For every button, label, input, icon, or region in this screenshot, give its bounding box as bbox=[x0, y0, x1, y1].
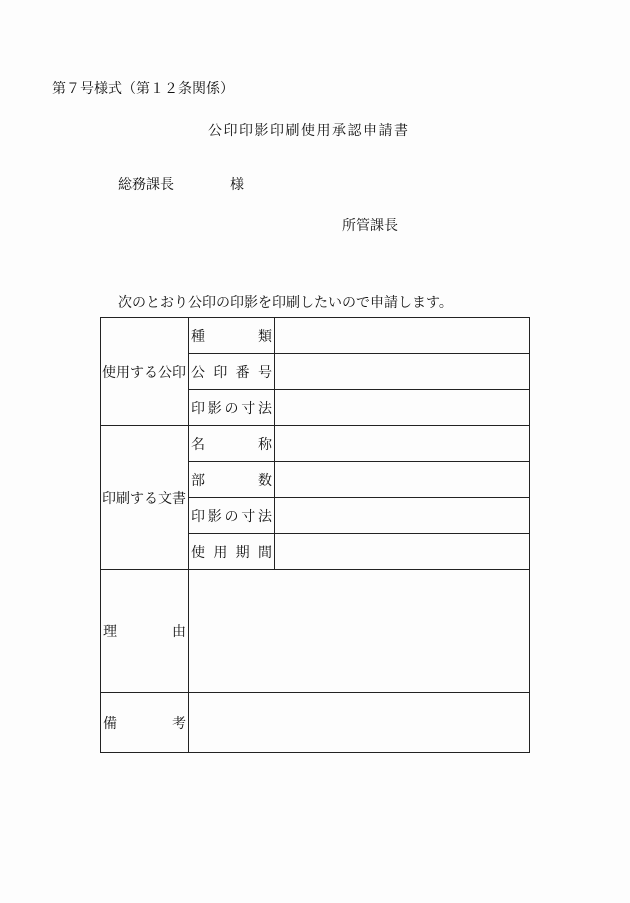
table-row bbox=[101, 570, 530, 693]
label-char: 印 bbox=[213, 364, 228, 381]
label-char: 部 bbox=[191, 472, 205, 489]
row-label-doc-name bbox=[189, 426, 275, 462]
label-char: の bbox=[224, 400, 239, 417]
imprint-size-field[interactable] bbox=[275, 498, 530, 534]
reason-label bbox=[101, 570, 189, 693]
label-char: 数 bbox=[258, 472, 272, 489]
form-number: 第７号様式（第１２条関係） bbox=[52, 81, 234, 97]
usage-period-field[interactable] bbox=[275, 534, 530, 570]
label-char: 理 bbox=[103, 624, 117, 640]
document-title: 公印印影印刷使用承認申請書 bbox=[208, 123, 410, 139]
addressee-honorific: 様 bbox=[230, 177, 244, 193]
label-char: 使 bbox=[191, 544, 205, 561]
table-row bbox=[101, 693, 530, 753]
seal-size-field[interactable] bbox=[275, 390, 530, 426]
label-char: の bbox=[224, 508, 239, 525]
seal-group-label: 使用する公印 bbox=[101, 318, 189, 426]
reason-field[interactable] bbox=[189, 570, 530, 693]
remarks-label bbox=[101, 693, 189, 753]
doc-name-field[interactable] bbox=[275, 426, 530, 462]
row-label-usage-period bbox=[189, 534, 275, 570]
label-char: 用 bbox=[213, 544, 228, 561]
addressee-line bbox=[118, 174, 244, 194]
sender: 所管課長 bbox=[342, 218, 398, 234]
remarks-field[interactable] bbox=[189, 693, 530, 753]
intro-text: 次のとおり公印の印影を印刷したいので申請します。 bbox=[118, 295, 453, 311]
label-char: 寸 bbox=[241, 400, 256, 417]
table-row bbox=[101, 426, 530, 462]
label-char: 種 bbox=[191, 328, 205, 345]
row-label-seal-number bbox=[189, 354, 275, 390]
row-label-seal-size bbox=[189, 390, 275, 426]
label-char: 法 bbox=[258, 400, 272, 417]
label-char: 類 bbox=[258, 328, 272, 345]
label-char: 考 bbox=[172, 715, 186, 732]
label-char: 影 bbox=[207, 400, 222, 417]
label-char: 印 bbox=[191, 508, 205, 525]
label-char: 号 bbox=[257, 364, 272, 381]
row-label-imprint-size bbox=[189, 498, 275, 534]
document-group-label: 印刷する文書 bbox=[101, 426, 189, 570]
label-char: 影 bbox=[207, 508, 222, 525]
label-char: 期 bbox=[235, 544, 250, 561]
label-char: 印 bbox=[191, 400, 205, 417]
label-char: 公 bbox=[191, 364, 205, 381]
application-table bbox=[100, 317, 530, 753]
label-char: 間 bbox=[257, 544, 272, 561]
table-row bbox=[101, 318, 530, 354]
copies-field[interactable] bbox=[275, 462, 530, 498]
label-char: 備 bbox=[103, 715, 117, 732]
seal-type-field[interactable] bbox=[275, 318, 530, 354]
label-char: 寸 bbox=[241, 508, 256, 525]
seal-number-field[interactable] bbox=[275, 354, 530, 390]
addressee-name: 総務課長 bbox=[118, 177, 174, 193]
label-char: 名 bbox=[191, 436, 205, 453]
label-char: 番 bbox=[235, 364, 250, 381]
row-label-copies bbox=[189, 462, 275, 498]
label-char: 称 bbox=[258, 436, 272, 453]
label-char: 由 bbox=[172, 624, 186, 640]
row-label-seal-type bbox=[189, 318, 275, 354]
label-char: 法 bbox=[258, 508, 272, 525]
